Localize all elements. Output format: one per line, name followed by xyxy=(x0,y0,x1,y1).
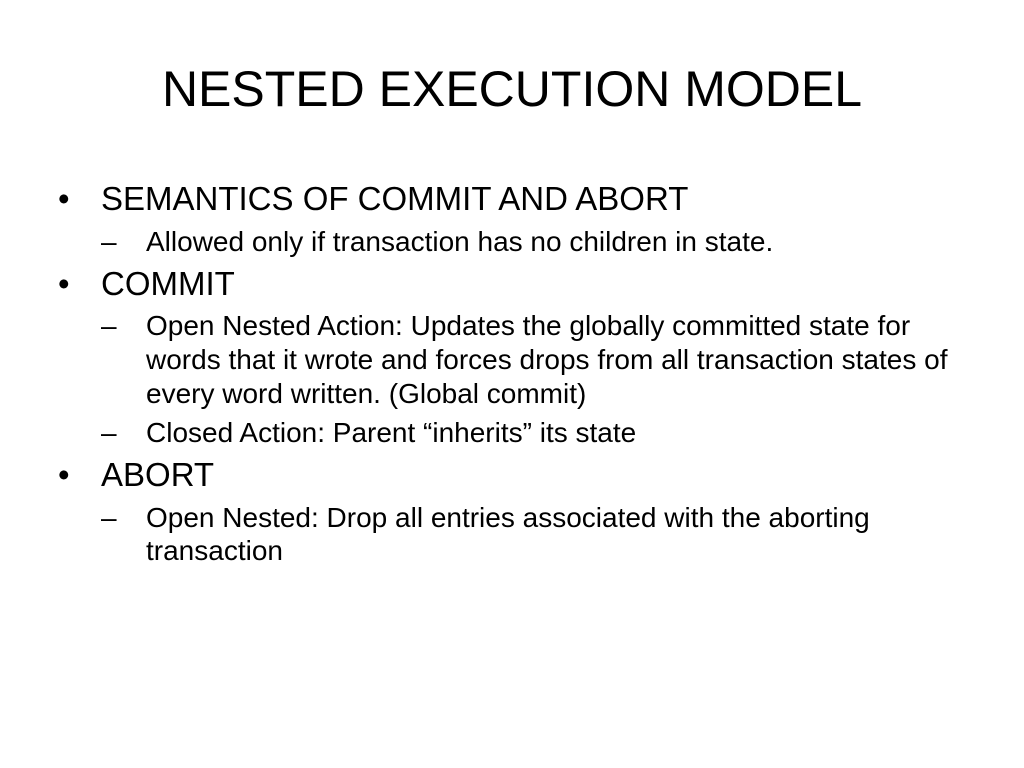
bullet-dot-icon: • xyxy=(58,455,70,493)
bullet-dot-icon: • xyxy=(58,264,70,302)
bullet-text: ABORT xyxy=(101,455,215,493)
slide-title: NESTED EXECUTION MODEL xyxy=(161,61,863,117)
dash-icon: – xyxy=(101,417,117,449)
bullet-dot-icon: • xyxy=(58,180,70,217)
sub-bullet-open-nested-action xyxy=(101,309,966,410)
bullet-abort xyxy=(58,456,968,495)
dash-icon: – xyxy=(101,225,117,257)
sub-bullet-text: Allowed only if transaction has no children in state. xyxy=(146,225,774,257)
sub-bullet-text: Open Nested: Drop all entries associated with the aborting transaction xyxy=(146,501,870,567)
slide-content xyxy=(58,180,968,574)
bullet-semantics xyxy=(58,180,968,219)
bullet-text: SEMANTICS OF COMMIT AND ABORT xyxy=(101,180,689,217)
dash-icon: – xyxy=(101,501,117,533)
dash-icon: – xyxy=(101,310,117,342)
bullet-commit xyxy=(58,265,968,304)
sub-bullet-text: Closed Action: Parent “inherits” its state xyxy=(146,417,637,449)
sub-bullet-open-nested xyxy=(101,501,966,568)
sub-bullet-allowed xyxy=(101,225,966,259)
sub-bullet-text: Open Nested Action: Updates the globally committed state for words that it wrote and forces drops from all transaction states of every word written. (Global commit) xyxy=(146,310,948,409)
bullet-text: COMMIT xyxy=(101,264,235,302)
sub-bullet-closed-action xyxy=(101,416,966,450)
